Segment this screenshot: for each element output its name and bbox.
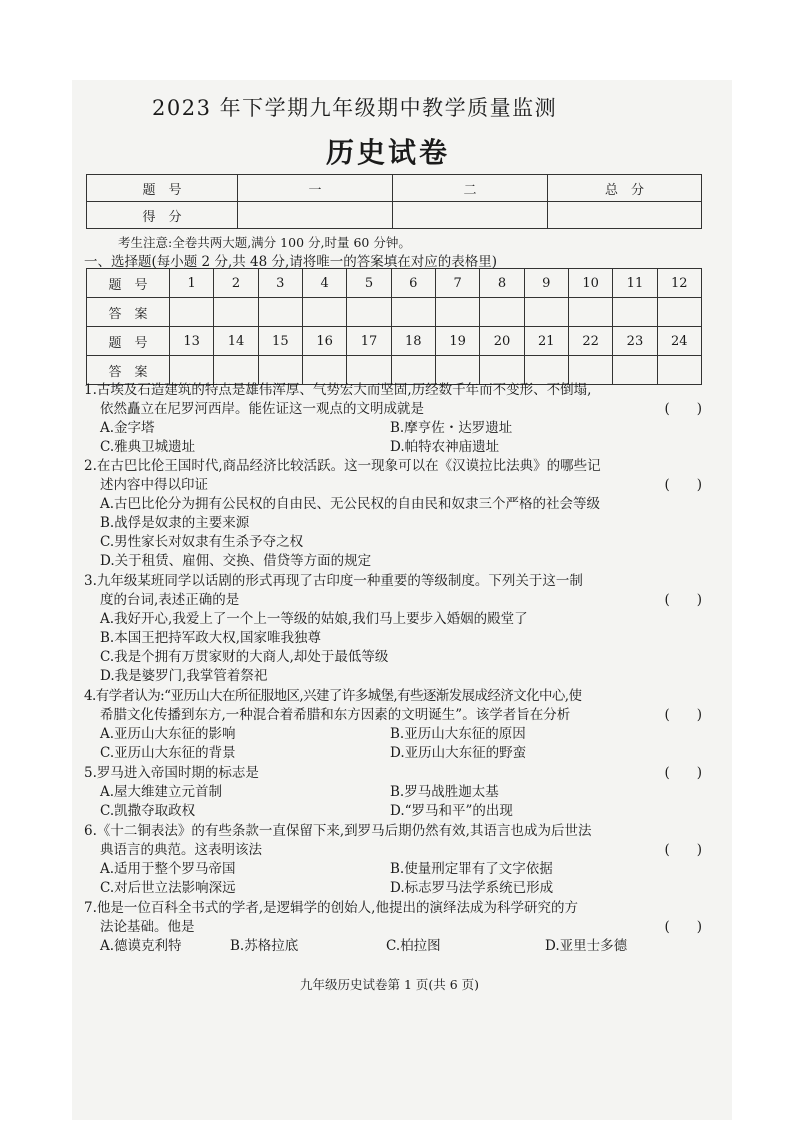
answer-bracket: ( ) — [664, 592, 702, 608]
question-text: 1.古埃及石造建筑的特点是雄伟浑厚、气势宏大而坚固,历经数千年而不变形、不倒塌, — [84, 382, 592, 398]
question-number: 24 — [657, 327, 701, 356]
option-b: B.罗马战胜迦太基 — [390, 784, 499, 800]
question-number: 10 — [568, 269, 612, 298]
answer-bracket: ( ) — [664, 765, 702, 781]
question-number: 9 — [524, 269, 568, 298]
option-b: B.战俘是奴隶的主要来源 — [100, 515, 250, 531]
question-text: 法论基础。他是 — [100, 919, 195, 935]
option-a: A.德谟克利特 — [100, 938, 182, 954]
option-c: C.亚历山大东征的背景 — [100, 745, 236, 761]
question-number: 16 — [302, 327, 346, 356]
score-header-cell: 题 号 — [87, 175, 238, 202]
answer-cell[interactable] — [657, 298, 701, 327]
question-number: 2 — [214, 269, 258, 298]
answer-bracket: ( ) — [664, 707, 702, 723]
option-d: D.亚里士多德 — [545, 938, 628, 954]
score-header-cell: 总 分 — [548, 175, 702, 202]
score-row-label: 得 分 — [87, 202, 238, 229]
answer-row-label: 答 案 — [87, 298, 170, 327]
option-b: B.摩亨佐・达罗遗址 — [390, 420, 513, 436]
score-cell[interactable] — [393, 202, 548, 229]
option-c: C.对后世立法影响深远 — [100, 880, 236, 896]
question-number: 13 — [170, 327, 214, 356]
option-d: D.帕特农神庙遗址 — [390, 439, 500, 455]
question-text: 4.有学者认为:“亚历山大在所征服地区,兴建了许多城堡,有些逐渐发展成经济文化中心,使 — [84, 688, 582, 704]
answer-cell[interactable] — [568, 298, 612, 327]
answer-cell[interactable] — [480, 298, 524, 327]
option-b: B.亚历山大东征的原因 — [390, 726, 526, 742]
question-number: 7 — [435, 269, 479, 298]
option-a: A.金字塔 — [100, 420, 155, 436]
option-d: D.关于租赁、雇佣、交换、借贷等方面的规定 — [100, 553, 372, 569]
question-number: 19 — [435, 327, 479, 356]
question-number: 22 — [568, 327, 612, 356]
question-text: 5.罗马进入帝国时期的标志是 — [84, 765, 259, 781]
answer-cell[interactable] — [391, 298, 435, 327]
question-7 — [84, 899, 706, 956]
option-a: A.亚历山大东征的影响 — [100, 726, 236, 742]
exam-title: 2023 年下学期九年级期中教学质量监测 — [152, 96, 558, 120]
answer-bracket: ( ) — [664, 477, 702, 493]
question-number: 17 — [347, 327, 391, 356]
question-text: 希腊文化传播到东方,一种混合着希腊和东方因素的文明诞生”。该学者旨在分析 — [100, 707, 571, 723]
question-number: 6 — [391, 269, 435, 298]
question-6 — [84, 822, 706, 898]
score-header-cell: 一 — [238, 175, 393, 202]
question-number: 23 — [613, 327, 657, 356]
question-number: 14 — [214, 327, 258, 356]
question-text: 度的台词,表述正确的是 — [100, 592, 240, 608]
question-number: 12 — [657, 269, 701, 298]
subject-title: 历史试卷 — [326, 136, 451, 169]
score-cell[interactable] — [548, 202, 702, 229]
option-c: C.凯撒夺取政权 — [100, 803, 196, 819]
question-text: 7.他是一位百科全书式的学者,是逻辑学的创始人,他提出的演绎法成为科学研究的方 — [84, 900, 578, 916]
answer-bracket: ( ) — [664, 842, 702, 858]
answer-row-label: 题 号 — [87, 327, 170, 356]
option-c: C.雅典卫城遗址 — [100, 439, 196, 455]
section-heading: 一、选择题(每小题 2 分,共 48 分,请将唯一的答案填在对应的表格里) — [84, 254, 498, 270]
question-number: 1 — [170, 269, 214, 298]
option-c: C.我是个拥有万贯家财的大商人,却处于最低等级 — [100, 649, 389, 665]
question-text: 2.在古巴比伦王国时代,商品经济比较活跃。这一现象可以在《汉谟拉比法典》的哪些记 — [84, 458, 601, 474]
question-3 — [84, 572, 706, 686]
option-d: D.我是婆罗门,我掌管着祭祀 — [100, 668, 268, 684]
answer-row-label: 答 案 — [87, 356, 170, 385]
question-4 — [84, 687, 706, 763]
exam-notice: 考生注意:全卷共两大题,满分 100 分,时量 60 分钟。 — [118, 235, 411, 250]
option-d: D.亚历山大东征的野蛮 — [390, 745, 527, 761]
answer-cell[interactable] — [170, 298, 214, 327]
option-c: C.柏拉图 — [386, 938, 441, 954]
question-text: 6.《十二铜表法》的有些条款一直保留下来,到罗马后期仍然有效,其语言也成为后世法 — [84, 823, 592, 839]
option-a: A.古巴比伦分为拥有公民权的自由民、无公民权的自由民和奴隶三个严格的社会等级 — [100, 496, 601, 512]
answer-table — [86, 268, 702, 385]
score-header-cell: 二 — [393, 175, 548, 202]
answer-cell[interactable] — [524, 298, 568, 327]
answer-cell[interactable] — [347, 298, 391, 327]
answer-cell[interactable] — [435, 298, 479, 327]
question-2 — [84, 457, 706, 571]
question-text: 典语言的典范。这表明该法 — [100, 842, 262, 858]
question-number: 8 — [480, 269, 524, 298]
question-number: 18 — [391, 327, 435, 356]
question-number: 11 — [613, 269, 657, 298]
option-b: B.使量刑定罪有了文字依据 — [390, 861, 553, 877]
score-cell[interactable] — [238, 202, 393, 229]
answer-bracket: ( ) — [664, 919, 702, 935]
question-5 — [84, 764, 706, 821]
option-a: A.我好开心,我爱上了一个上一等级的姑娘,我们马上要步入婚姻的殿堂了 — [100, 611, 528, 627]
question-text: 3.九年级某班同学以话剧的形式再现了古印度一种重要的等级制度。下列关于这一制 — [84, 573, 583, 589]
option-b: B.本国王把持军政大权,国家唯我独尊 — [100, 630, 322, 646]
question-text: 述内容中得以印证 — [100, 477, 208, 493]
score-table — [86, 174, 702, 229]
option-b: B.苏格拉底 — [230, 938, 299, 954]
answer-cell[interactable] — [258, 298, 302, 327]
question-number: 21 — [524, 327, 568, 356]
answer-cell[interactable] — [302, 298, 346, 327]
option-d: D.“罗马和平”的出现 — [390, 803, 513, 819]
option-c: C.男性家长对奴隶有生杀予夺之权 — [100, 534, 304, 550]
answer-cell[interactable] — [613, 298, 657, 327]
option-a: A.适用于整个罗马帝国 — [100, 861, 236, 877]
option-d: D.标志罗马法学系统已形成 — [390, 880, 554, 896]
question-number: 20 — [480, 327, 524, 356]
option-a: A.屋大维建立元首制 — [100, 784, 223, 800]
question-number: 5 — [347, 269, 391, 298]
question-1 — [84, 381, 706, 457]
answer-bracket: ( ) — [664, 401, 702, 417]
question-number: 4 — [302, 269, 346, 298]
answer-cell[interactable] — [214, 298, 258, 327]
answer-row-label: 题 号 — [87, 269, 170, 298]
question-number: 15 — [258, 327, 302, 356]
page-footer: 九年级历史试卷第 1 页(共 6 页) — [300, 977, 480, 992]
question-number: 3 — [258, 269, 302, 298]
question-text: 依然矗立在尼罗河西岸。能佐证这一观点的文明成就是 — [100, 401, 424, 417]
